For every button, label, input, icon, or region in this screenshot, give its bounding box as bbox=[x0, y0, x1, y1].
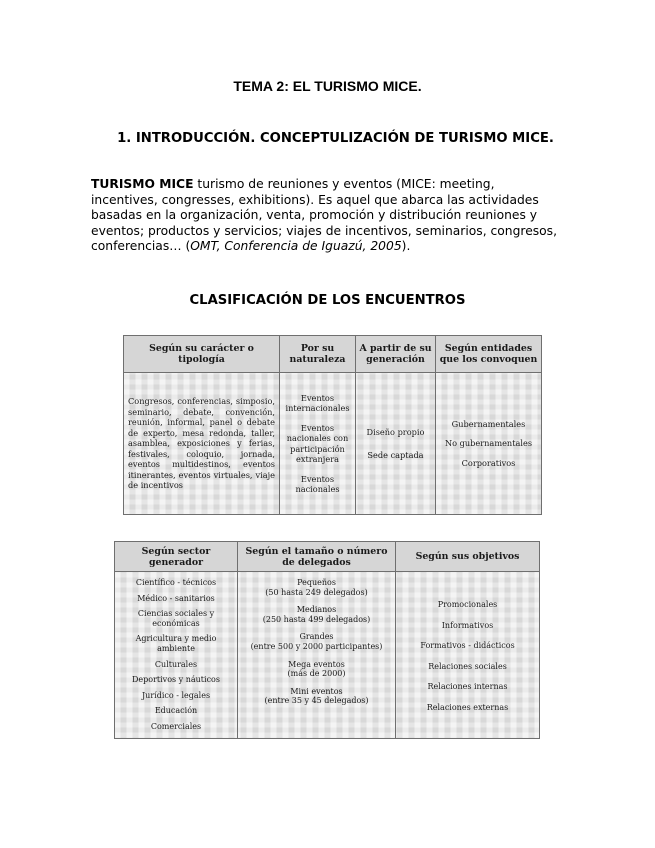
classification-table-2 bbox=[114, 541, 540, 739]
section-heading: 1. INTRODUCCIÓN. CONCEPTULIZACIÓN DE TURISMO MICE. bbox=[117, 131, 554, 146]
table-header-row bbox=[124, 336, 542, 373]
size-detail: (entre 35 y 45 delegados) bbox=[264, 696, 369, 706]
sectores-cell bbox=[115, 572, 238, 739]
document-title: TEMA 2: EL TURISMO MICE. bbox=[233, 78, 422, 94]
list-item: Científico - técnicos bbox=[135, 578, 217, 587]
intro-term: TURISMO MICE bbox=[91, 177, 194, 191]
table-row bbox=[124, 373, 542, 515]
generacion-cell bbox=[356, 373, 436, 515]
table-header-cell: Según sus objetivos bbox=[396, 542, 540, 572]
list-item bbox=[241, 687, 392, 706]
size-name: Mega eventos bbox=[288, 659, 345, 669]
list-item: Corporativos bbox=[461, 457, 516, 468]
size-detail: (entre 500 y 2000 participantes) bbox=[250, 641, 383, 651]
list-item bbox=[241, 605, 392, 624]
list-item: Ciencias sociales y económicas bbox=[137, 609, 215, 628]
list-item: Relaciones externas bbox=[426, 702, 509, 712]
list-item: Médico - sanitarios bbox=[137, 593, 215, 603]
size-detail: (más de 2000) bbox=[287, 669, 346, 679]
list-item bbox=[241, 578, 392, 597]
list-item: Culturales bbox=[154, 659, 198, 669]
size-name: Medianos bbox=[296, 605, 337, 615]
table-header-row bbox=[115, 542, 540, 572]
tamanos-cell bbox=[238, 572, 396, 739]
list-item bbox=[241, 632, 392, 651]
list-item: Eventos nacionales bbox=[295, 473, 340, 494]
list-item: Jurídico - legales bbox=[141, 690, 211, 700]
size-name: Grandes bbox=[299, 632, 334, 642]
objetivos-cell bbox=[396, 572, 540, 739]
table-row bbox=[115, 572, 540, 739]
intro-text: turismo de reuniones y eventos (MICE: meeting, incentives, congresses, exhibitions). Es aquel que abarca las actividades basadas en la organización, venta, promoción y distribución reuniones y eventos; productos y servicios; viajes de incentivos, seminarios, congresos, conferencias… ( bbox=[91, 177, 558, 253]
size-name: Mini eventos bbox=[290, 686, 343, 696]
list-item: Relaciones internas bbox=[427, 682, 508, 692]
list-item: Eventos internacionales bbox=[285, 392, 350, 413]
list-item: Promocionales bbox=[437, 600, 498, 609]
list-item: Relaciones sociales bbox=[428, 661, 507, 671]
intro-closing: ). bbox=[401, 239, 411, 253]
list-item: Educación bbox=[154, 706, 198, 716]
table-header-cell: Según sector generador bbox=[115, 542, 238, 572]
table-header-cell: Según su carácter o tipología bbox=[124, 336, 280, 373]
entidades-cell bbox=[436, 373, 542, 515]
list-item: Sede captada bbox=[367, 449, 424, 460]
intro-citation: OMT, Conferencia de Iguazú, 2005 bbox=[190, 239, 402, 253]
list-item bbox=[241, 660, 392, 679]
size-name: Pequeños bbox=[297, 578, 336, 587]
list-item: Deportivos y náuticos bbox=[132, 675, 220, 685]
table-header-cell: Según entidades que los convoquen bbox=[436, 336, 542, 373]
list-item: Formativos - didácticos bbox=[420, 641, 515, 651]
size-detail: (250 hasta 499 delegados) bbox=[262, 614, 371, 624]
table-header-cell: Según el tamaño o número de delegados bbox=[238, 542, 396, 572]
list-item: Eventos nacionales con participación extranjera bbox=[286, 422, 349, 464]
classification-heading: CLASIFICACIÓN DE LOS ENCUENTROS bbox=[189, 293, 466, 308]
list-item: Diseño propio bbox=[366, 427, 425, 437]
list-item: Informativos bbox=[441, 620, 494, 630]
size-detail: (50 hasta 249 delegados) bbox=[265, 587, 368, 597]
classification-table-1 bbox=[123, 335, 542, 515]
table-header-cell: Por su naturaleza bbox=[280, 336, 356, 373]
intro-paragraph bbox=[91, 177, 561, 255]
list-item: No gubernamentales bbox=[444, 438, 533, 449]
tipologia-cell: Congresos, conferencias, simposio, seminario, debate, convención, reunión, informal, panel o debate de experto, mesa redonda, taller, asamblea, exposiciones y ferias, festivales, coloquio, jornada, eventos multidestinos, eventos itinerantes, eventos virtuales, viaje de incentivos bbox=[124, 373, 280, 515]
table-header-cell: A partir de su generación bbox=[356, 336, 436, 373]
list-item: Agricultura y medio ambiente bbox=[135, 634, 217, 653]
naturaleza-cell bbox=[280, 373, 356, 515]
list-item: Comerciales bbox=[150, 721, 202, 731]
list-item: Gubernamentales bbox=[451, 418, 526, 429]
